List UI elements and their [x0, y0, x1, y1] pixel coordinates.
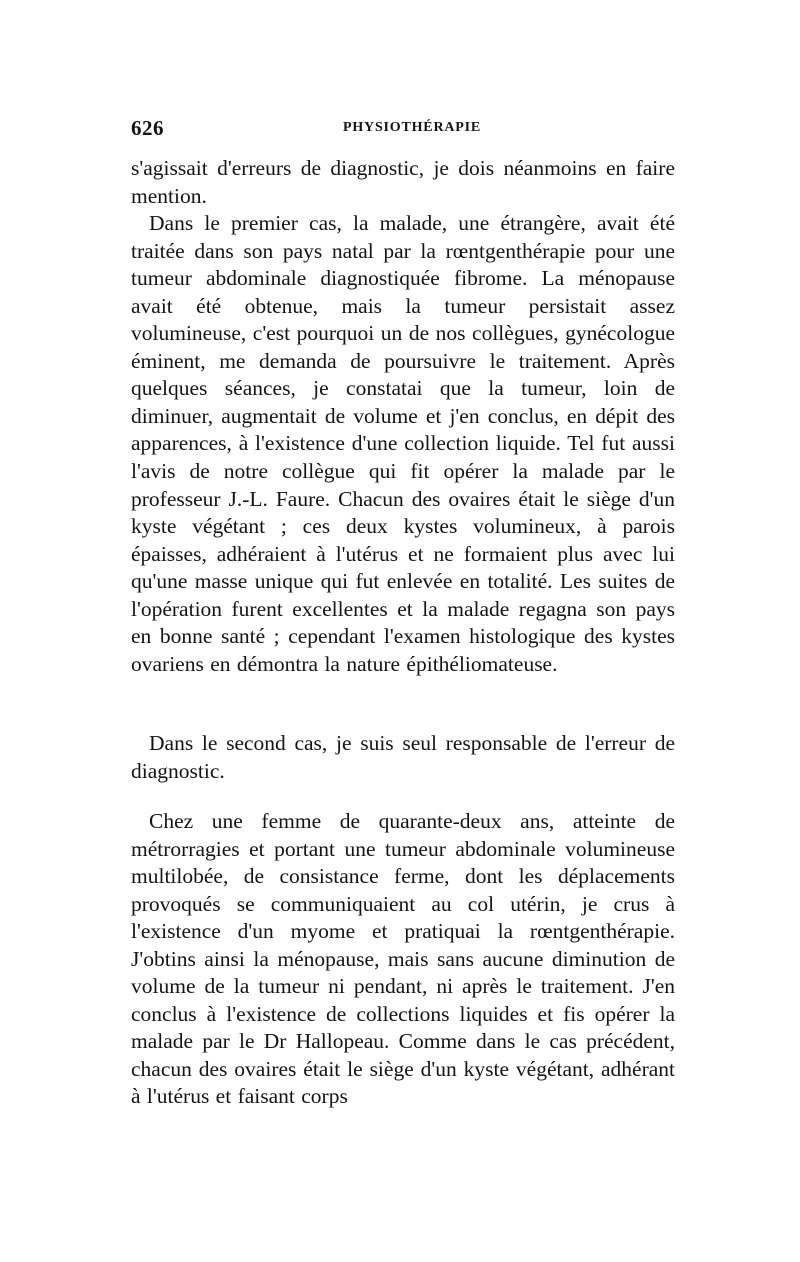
paragraph-second-case-detail: Chez une femme de quarante-deux ans, atteinte de métrorragies et portant une tumeur abdominale volumineuse multilobée, de consistance ferme, dont les déplacements provoqués se communiquaient au col utérin, je crus à l'existence d'un myome et pratiquai la rœntgenthérapie. J'obtins ainsi la ménopause, mais sans aucune diminution de volume de la tumeur ni pendant, ni après le traitement. J'en conclus à l'existence de collections liquides et fis opérer la malade par le Dr Hallopeau. Comme dans le cas précédent, chacun des ovaires était le siège d'un kyste végétant, adhérant à l'utérus et faisant corps: [131, 809, 675, 1109]
paragraph-second-case-intro: Dans le second cas, je suis seul responsable de l'erreur de diagnostic.: [131, 731, 675, 783]
running-title: PHYSIOTHÉRAPIE: [343, 120, 481, 135]
running-head: [131, 116, 674, 146]
paragraph-continuation: s'agissait d'erreurs de diagnostic, je dois néanmoins en faire mention.: [131, 156, 675, 208]
body-text-middle: [131, 730, 675, 785]
paragraph-first-case: Dans le premier cas, la malade, une étrangère, avait été traitée dans son pays natal par la rœntgenthérapie pour une tumeur abdominale diagnostiquée fibrome. La ménopause avait été obtenue, mais la tumeur persistait assez volumineuse, c'est pourquoi un de nos collègues, gynécologue éminent, me demanda de poursuivre le traitement. Après quelques séances, je constatai que la tumeur, loin de diminuer, augmentait de volume et j'en conclus, en dépit des apparences, à l'existence d'une collection liquide. Tel fut aussi l'avis de notre collègue qui fit opérer la malade par le professeur J.-L. Faure. Chacun des ovaires était le siège d'un kyste végétant ; ces deux kystes volumineux, à parois épaisses, adhéraient à l'utérus et ne formaient plus avec lui qu'une masse unique qui fut enlevée en totalité. Les suites de l'opération furent excellentes et la malade regagna son pays en bonne santé ; cependant l'examen histologique des kystes ovariens en démontra la nature épithéliomateuse.: [131, 211, 675, 676]
page-number: 626: [131, 116, 164, 140]
body-text-bottom: [131, 808, 675, 1111]
body-text-top: [131, 155, 675, 678]
